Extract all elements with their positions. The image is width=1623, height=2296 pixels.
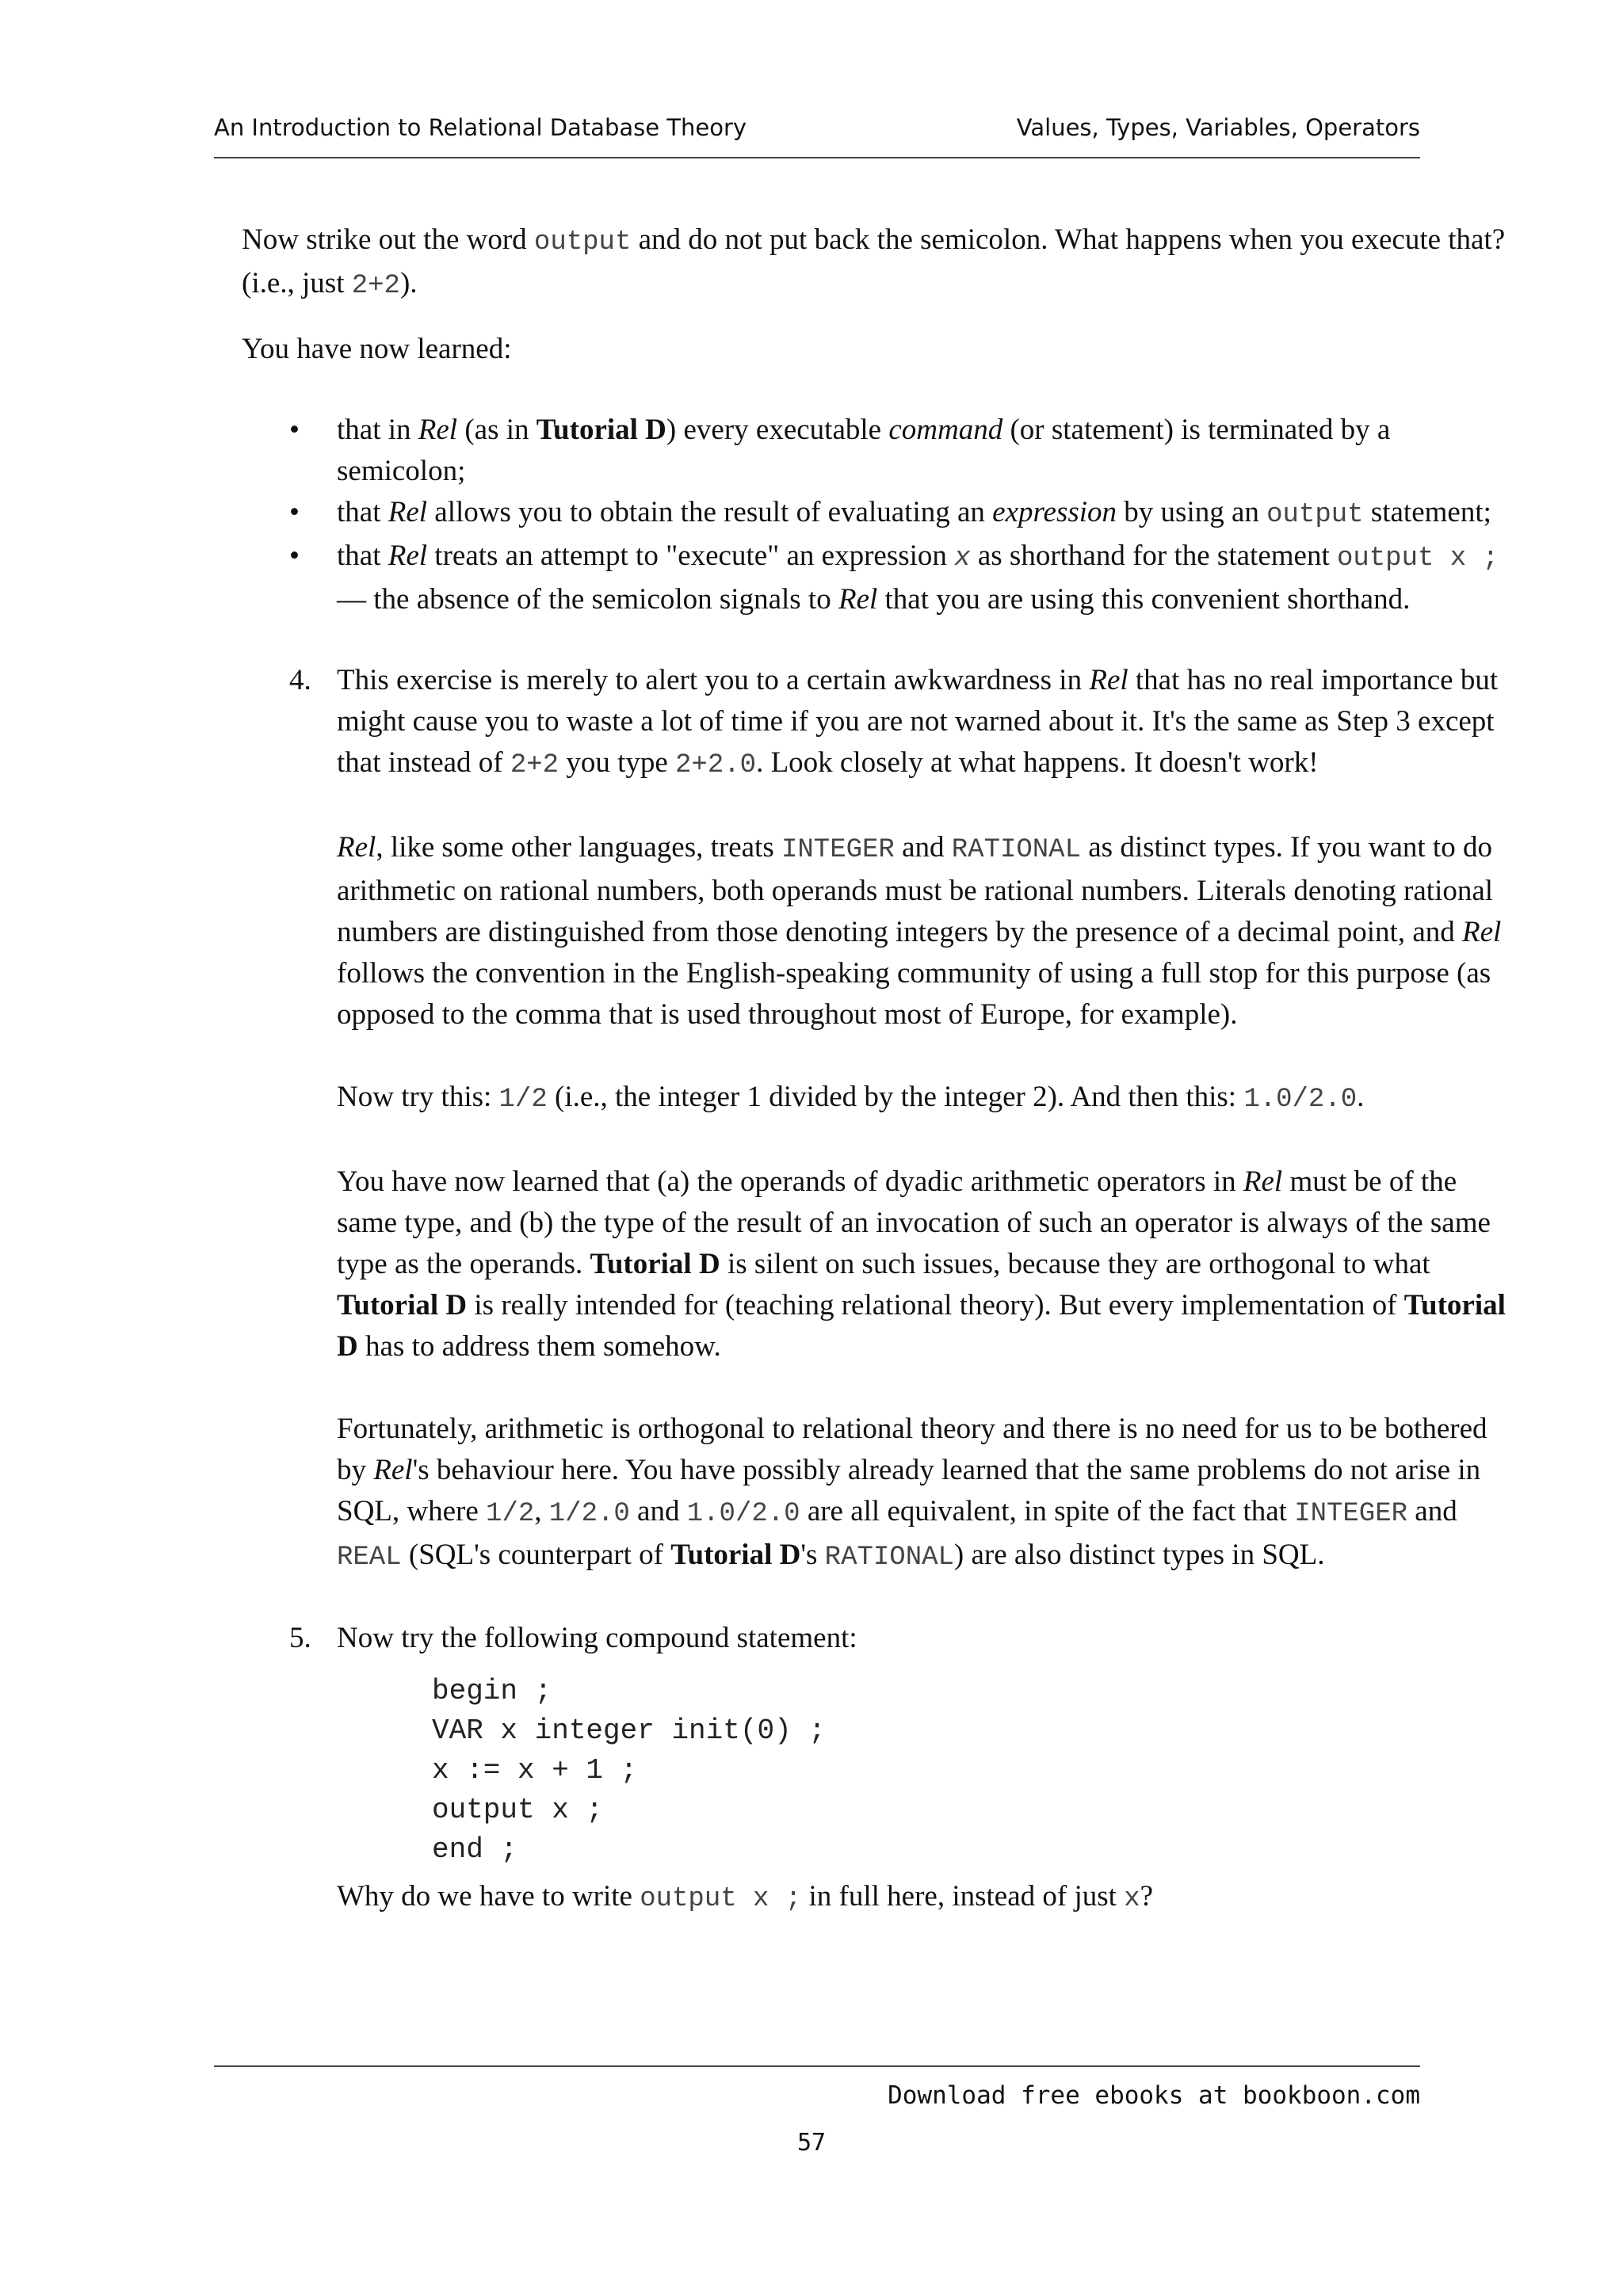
paragraph: Now strike out the word output and do not put back the semicolon. What happens when you execute that? (i.e., just 2+2). bbox=[242, 223, 1506, 301]
paragraph: You have now learned that (a) the operands of dyadic arithmetic operators in Rel must be of the same type, and (b) the type of the result of an invocation of such an operator is always of the same type as the operands. Tutorial D is silent on such issues, because they are orthogonal to what Tutorial D is really intended for (teaching relational theory). But every implementation of Tutorial D has to address them somehow. bbox=[337, 1165, 1506, 1363]
paragraph: Rel, like some other languages, treats INTEGER and RATIONAL as distinct types. If you want to do arithmetic on rational numbers, both operands must be rational numbers. Literals denoting rational numbers are distinguished from those denoting integers by the presence of a decimal point, and Rel follows the convention in the English-speaking community of using a full stop for this purpose (as opposed to the comma that is used throughout most of Europe, for example). bbox=[337, 831, 1502, 1031]
step-number: 4. bbox=[289, 664, 311, 696]
footer-download-text: Download free ebooks at bookboon.com bbox=[888, 2081, 1420, 2110]
paragraph: You have now learned: bbox=[242, 333, 512, 365]
step-number: 5. bbox=[289, 1622, 311, 1654]
code-line: x := x + 1 ; bbox=[432, 1754, 638, 1787]
header-chapter-title: Values, Types, Variables, Operators bbox=[1016, 114, 1420, 141]
code-line: output x ; bbox=[432, 1794, 604, 1826]
list-item: • that Rel allows you to obtain the result of evaluating an expression by using an output statement; bbox=[242, 492, 1510, 536]
list-item: • that in Rel (as in Tutorial D) every executable command (or statement) is terminated by a semicolon; bbox=[242, 410, 1510, 492]
paragraph: Now try this: 1/2 (i.e., the integer 1 divided by the integer 2). And then this: 1.0/2.0. bbox=[337, 1081, 1365, 1115]
inline-code: 2+2 bbox=[351, 271, 400, 301]
paragraph: This exercise is merely to alert you to a certain awkwardness in Rel that has no real importance but might cause you to waste a lot of time if you are not warned about it. It's the same as Step 3 except that instead of 2+2 you type 2+2.0. Look closely at what happens. It doesn't work! bbox=[337, 664, 1499, 780]
bullet-icon: • bbox=[289, 496, 300, 528]
bullet-icon: • bbox=[289, 414, 300, 446]
header-book-title: An Introduction to Relational Database Theory bbox=[214, 114, 747, 141]
code-line: end ; bbox=[432, 1833, 518, 1866]
paragraph: Fortunately, arithmetic is orthogonal to relational theory and there is no need for us to be bothered by Rel's behaviour here. You have possibly already learned that the same problems do not arise in SQL, where 1/2, 1/2.0 and 1.0/2.0 are all equivalent, in spite of the fact that INTEGER and REAL (SQL's counterpart of Tutorial D's RATIONAL) are also distinct types in SQL. bbox=[337, 1413, 1487, 1573]
paragraph: Now try the following compound statement: bbox=[337, 1622, 857, 1654]
code-line: VAR x integer init(0) ; bbox=[432, 1714, 826, 1747]
code-line: begin ; bbox=[432, 1675, 552, 1707]
footer bbox=[214, 2065, 1420, 2110]
body-text bbox=[242, 219, 1510, 1920]
list-item: • that Rel treats an attempt to "execute" an expression x as shorthand for the statement output x ; — the absence of the semicolon signals to Rel that you are using this convenient shorthand. bbox=[242, 536, 1510, 620]
paragraph: Why do we have to write output x ; in full here, instead of just x? bbox=[337, 1880, 1154, 1914]
numbered-step-4 bbox=[242, 660, 1510, 1578]
page-number: 57 bbox=[796, 2129, 827, 2157]
numbered-step-5 bbox=[242, 1618, 1510, 1920]
bullet-icon: • bbox=[289, 540, 300, 572]
bullet-list bbox=[242, 410, 1510, 620]
code-block bbox=[432, 1672, 1510, 1870]
running-header bbox=[214, 109, 1420, 158]
inline-code: output bbox=[533, 227, 632, 257]
